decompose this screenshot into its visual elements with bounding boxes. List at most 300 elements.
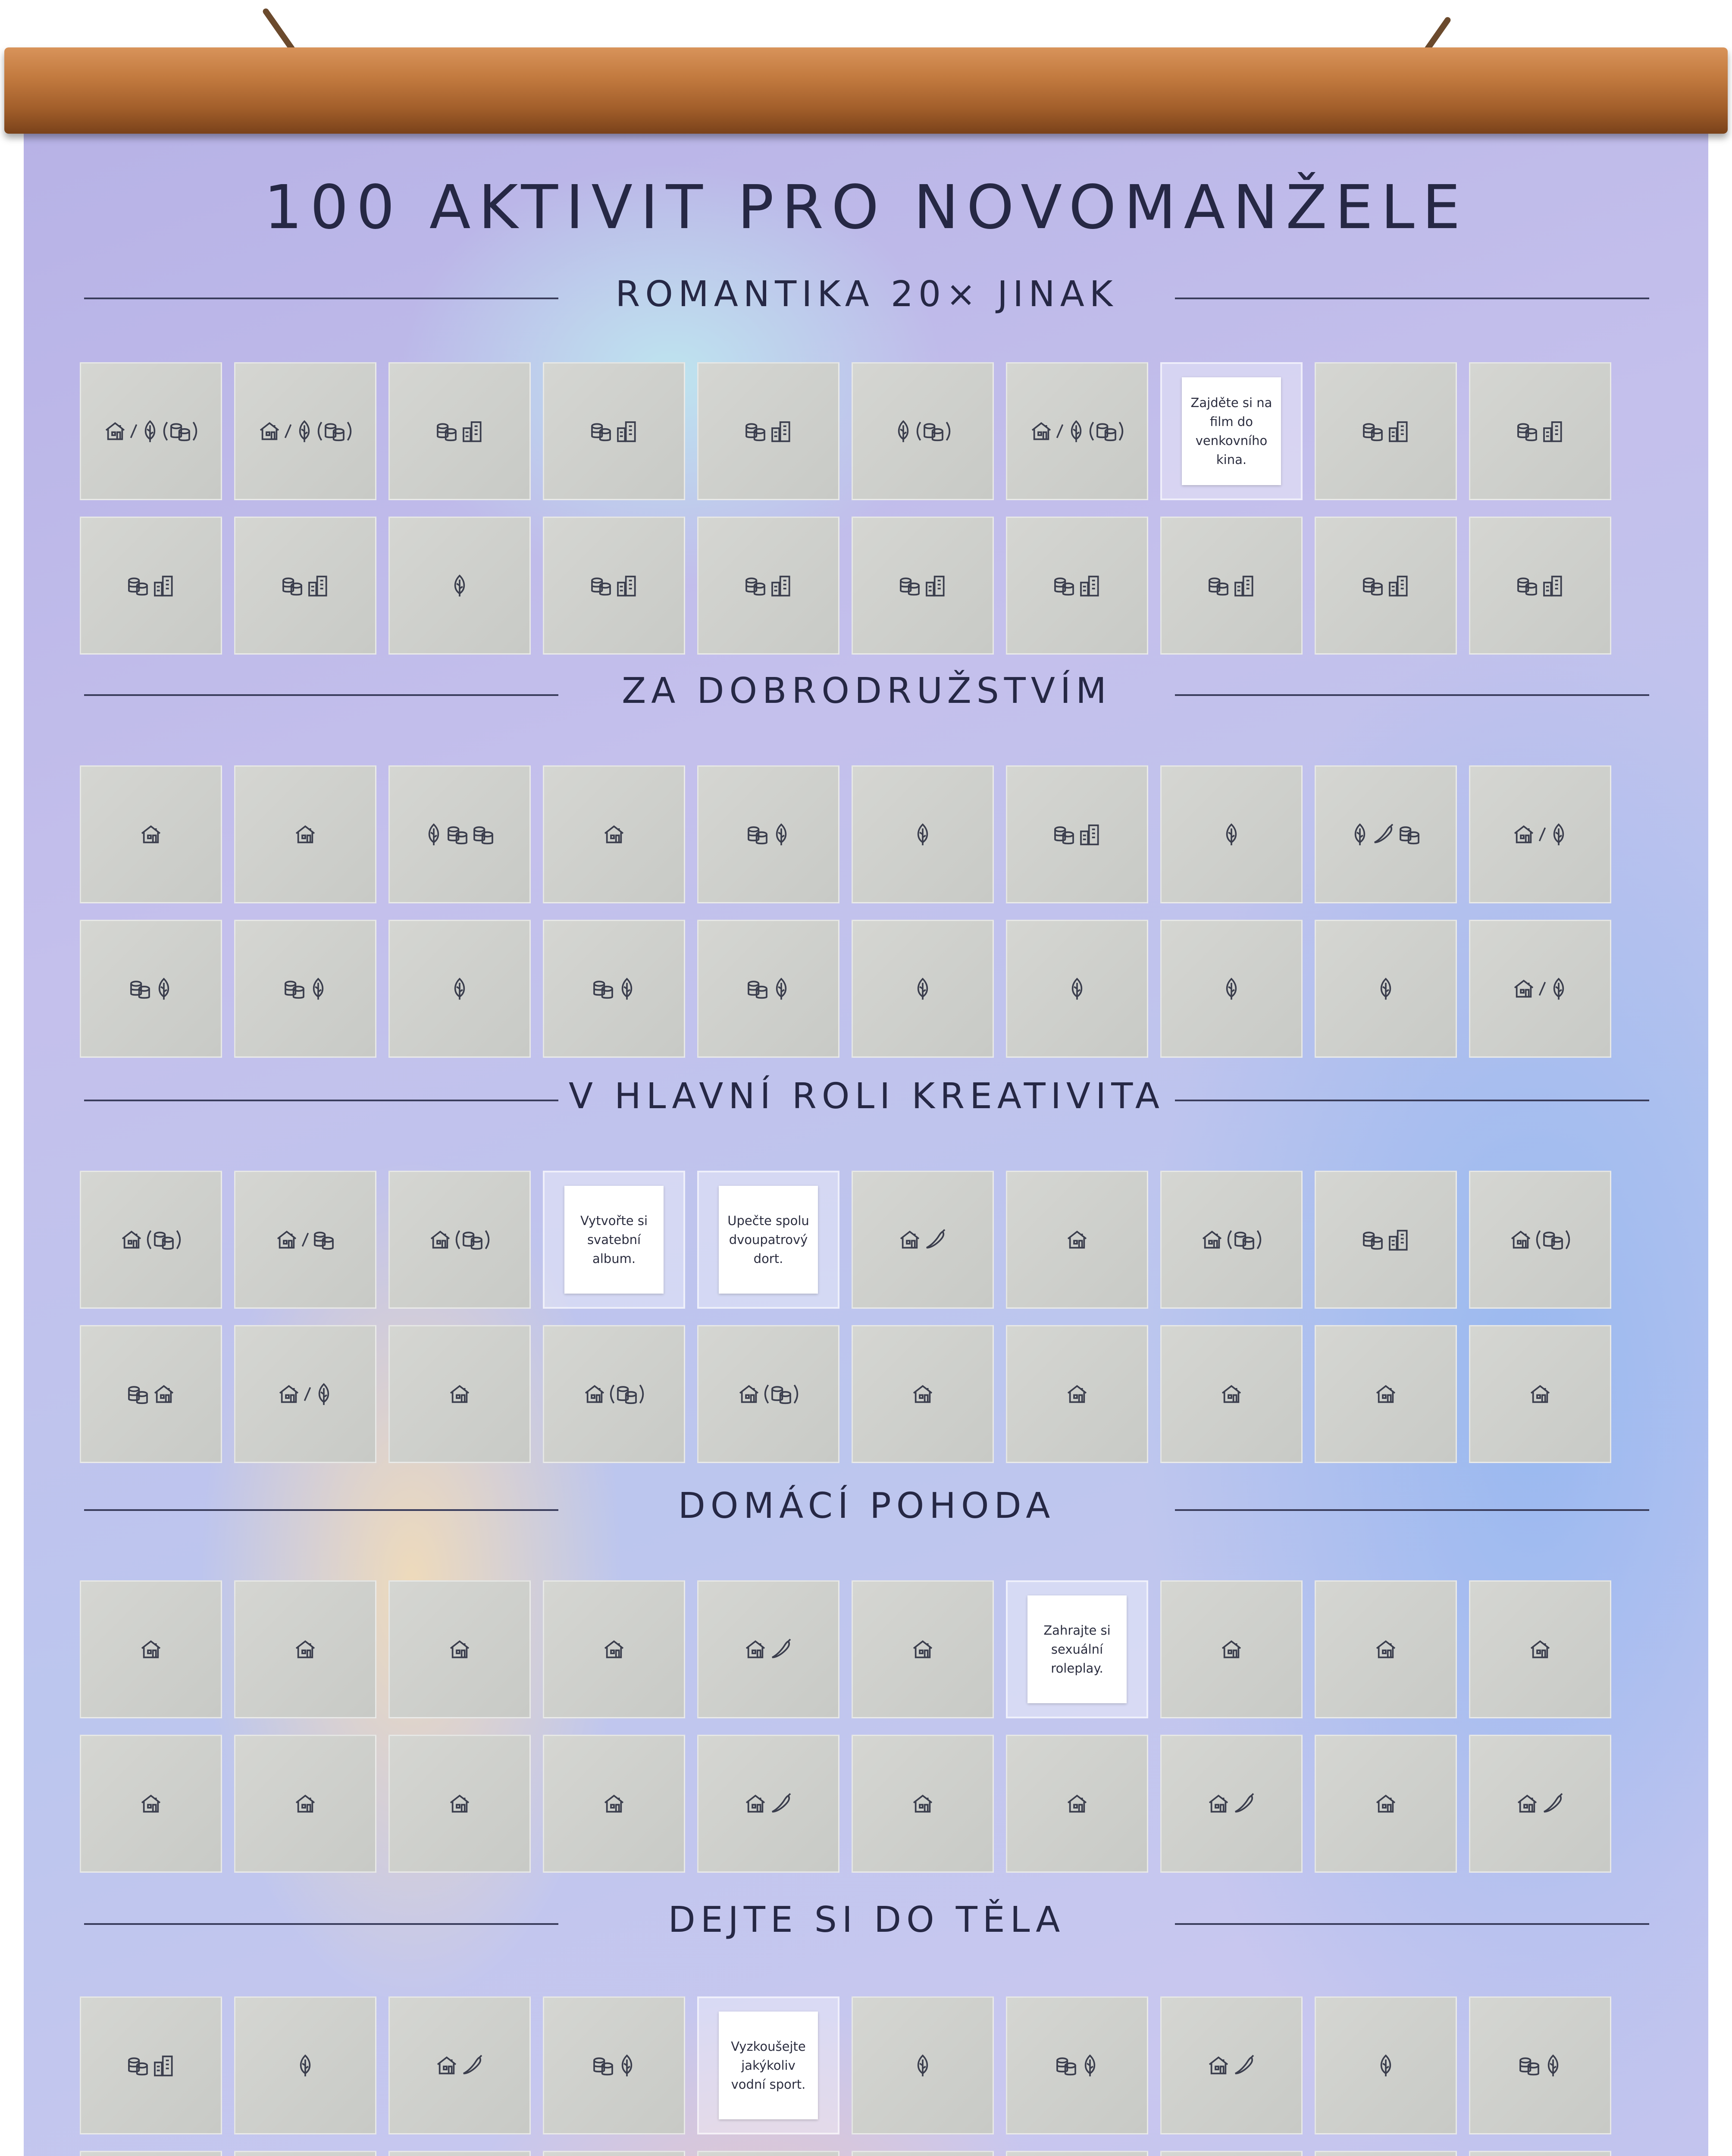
tile-icons: [1376, 977, 1396, 1001]
chili-icon: [769, 1637, 793, 1661]
paid-icon: [282, 977, 307, 1001]
home-icon: [1206, 1792, 1231, 1816]
tile-icons: [602, 1792, 626, 1816]
scratch-tile[interactable]: [543, 1735, 685, 1873]
paid-icon: [1361, 1228, 1385, 1252]
scratch-tile[interactable]: [543, 765, 685, 903]
scratch-tile[interactable]: [1006, 1996, 1148, 2134]
tile-icons: [1350, 822, 1422, 846]
scratch-tile[interactable]: [1006, 920, 1148, 1058]
paid-icon: [608, 1382, 645, 1406]
scratch-tile[interactable]: [1469, 765, 1611, 903]
city-icon: [460, 419, 485, 443]
revealed-activity-tile[interactable]: [697, 1996, 839, 2134]
divider: [1175, 1923, 1649, 1925]
paid-icon: [126, 573, 150, 598]
scratch-tile[interactable]: [543, 920, 685, 1058]
divider: [84, 1509, 558, 1511]
home-icon: [602, 1792, 626, 1816]
tile-icons: [1374, 1637, 1398, 1661]
scratch-tile[interactable]: [234, 1580, 376, 1718]
home-icon: [1029, 419, 1053, 443]
slash-icon: [283, 419, 293, 443]
scratch-tile[interactable]: [388, 362, 531, 500]
scratch-tile[interactable]: [697, 1325, 839, 1463]
tile-icons: [428, 1228, 491, 1252]
tile-icons: [1221, 822, 1241, 846]
scratch-tile[interactable]: [234, 517, 376, 655]
paid-icon: [312, 1228, 336, 1252]
scratch-tile[interactable]: [1469, 1171, 1611, 1309]
revealed-activity-tile[interactable]: [1006, 1580, 1148, 1718]
tile-icons: [602, 822, 626, 846]
scratch-tile[interactable]: [852, 1325, 994, 1463]
scratch-tile[interactable]: [852, 1580, 994, 1718]
scratch-tile[interactable]: [80, 920, 222, 1058]
chili-icon: [1232, 2053, 1256, 2078]
tile-icons: [448, 1792, 472, 1816]
scratch-tile[interactable]: [388, 1996, 531, 2134]
home-icon: [139, 822, 163, 846]
tile-icons: [1509, 1228, 1572, 1252]
scratch-tile[interactable]: [234, 362, 376, 500]
wooden-rod-top: [4, 47, 1728, 134]
scratch-tile[interactable]: [388, 517, 531, 655]
home-icon: [1374, 1382, 1398, 1406]
paid-icon: [743, 573, 767, 598]
paid-icon: [1517, 2053, 1541, 2078]
hanging-string-left: [262, 7, 296, 53]
scratch-tile[interactable]: [543, 2151, 685, 2156]
city-icon: [306, 573, 330, 598]
home-icon: [1515, 1792, 1539, 1816]
scratch-tile[interactable]: [234, 2151, 376, 2156]
scratch-tile[interactable]: [1160, 517, 1303, 655]
section-header: [84, 668, 1649, 720]
home-icon: [293, 1637, 317, 1661]
scratch-tile[interactable]: [543, 517, 685, 655]
tile-icons: [435, 2053, 485, 2078]
tile-icons: [435, 419, 485, 443]
home-icon: [139, 1792, 163, 1816]
tile-icons: [139, 822, 163, 846]
section-title: V HLAVNÍ ROLI KREATIVITA: [568, 1076, 1165, 1117]
scratch-tile[interactable]: [543, 1996, 685, 2134]
tile-icons: [1361, 1228, 1411, 1252]
scratch-tile[interactable]: [80, 1996, 222, 2134]
scratch-tile[interactable]: [852, 2151, 994, 2156]
activity-grid: [80, 1996, 1654, 2156]
tile-icons: [126, 1382, 176, 1406]
scratch-tile[interactable]: [1469, 1325, 1611, 1463]
paid-icon: [126, 1382, 150, 1406]
divider: [1175, 694, 1649, 696]
paid-icon: [1206, 573, 1231, 598]
leaf-icon: [314, 1382, 334, 1406]
scratch-tile[interactable]: [852, 362, 994, 500]
scratch-tile[interactable]: [80, 517, 222, 655]
home-icon: [448, 1792, 472, 1816]
home-icon: [435, 2053, 459, 2078]
home-icon: [1219, 1382, 1243, 1406]
scratch-tile[interactable]: [1315, 517, 1457, 655]
home-icon: [1374, 1792, 1398, 1816]
scratch-tile[interactable]: [1469, 1996, 1611, 2134]
tile-icons: [1065, 1792, 1089, 1816]
scratch-tile[interactable]: [1315, 1735, 1457, 1873]
tile-icons: [743, 573, 793, 598]
paid-icon: [1052, 822, 1076, 846]
leaf-icon: [1080, 2053, 1100, 2078]
scratch-tile[interactable]: [234, 1996, 376, 2134]
tile-icons: [602, 1637, 626, 1661]
tile-icons: [126, 2053, 176, 2078]
tile-icons: [293, 1792, 317, 1816]
paid-icon: [316, 419, 353, 443]
scratch-tile[interactable]: [80, 362, 222, 500]
tile-icons: [591, 977, 637, 1001]
tile-icons: [583, 1382, 645, 1406]
scratch-tile[interactable]: [1469, 920, 1611, 1058]
leaf-icon: [913, 977, 933, 1001]
tile-icons: [913, 2053, 933, 2078]
paid-icon: [589, 573, 613, 598]
tile-icons: [743, 1792, 793, 1816]
leaf-icon: [1066, 419, 1086, 443]
home-icon: [911, 1792, 935, 1816]
tile-icons: [898, 1228, 948, 1252]
paid-icon: [435, 419, 459, 443]
slash-icon: [1055, 419, 1065, 443]
leaf-icon: [450, 573, 470, 598]
home-icon: [139, 1637, 163, 1661]
paid-icon: [745, 822, 770, 846]
tile-icons: [103, 419, 199, 443]
paid-icon: [1054, 2053, 1078, 2078]
paid-icon: [915, 419, 952, 443]
home-icon: [743, 1637, 767, 1661]
scratch-tile[interactable]: [234, 1735, 376, 1873]
section-title: ZA DOBRODRUŽSTVÍM: [622, 671, 1112, 711]
home-icon: [152, 1382, 176, 1406]
tile-icons: [450, 977, 470, 1001]
scratch-tile[interactable]: [1315, 765, 1457, 903]
scratch-tile[interactable]: [388, 765, 531, 903]
paid-icon: [1088, 419, 1125, 443]
home-icon: [428, 1228, 452, 1252]
paid-icon: [145, 1228, 182, 1252]
tile-icons: [126, 573, 176, 598]
tile-icons: [1528, 1637, 1552, 1661]
paid-icon: [589, 419, 613, 443]
activity-card-text: Upečte spolu dvoupatrový dort.: [719, 1186, 818, 1294]
scratch-tile[interactable]: [1469, 2151, 1611, 2156]
scratch-tile[interactable]: [80, 1325, 222, 1463]
poster-title: 100 AKTIVIT PRO NOVOMANŽELE: [264, 172, 1468, 243]
activity-card-text: Vyzkoušejte jakýkoliv vodní sport.: [719, 2012, 818, 2119]
divider: [84, 298, 558, 299]
paid-icon: [126, 2053, 150, 2078]
scratch-tile[interactable]: [543, 1325, 685, 1463]
tile-icons: [745, 977, 791, 1001]
scratch-tile[interactable]: [1006, 2151, 1148, 2156]
tile-icons: [1052, 573, 1102, 598]
scratch-tile[interactable]: [543, 1580, 685, 1718]
home-icon: [1206, 2053, 1231, 2078]
section-header: [84, 1483, 1649, 1535]
home-icon: [1509, 1228, 1533, 1252]
tile-icons: [448, 1382, 472, 1406]
slash-icon: [301, 1228, 310, 1252]
scratch-tile[interactable]: [234, 920, 376, 1058]
home-icon: [448, 1382, 472, 1406]
scratch-tile[interactable]: [1160, 2151, 1303, 2156]
tile-icons: [1221, 977, 1241, 1001]
chili-icon: [460, 2053, 485, 2078]
scratch-tile[interactable]: [1160, 1325, 1303, 1463]
scratch-tile[interactable]: [388, 1325, 531, 1463]
home-icon: [103, 419, 127, 443]
tile-icons: [737, 1382, 800, 1406]
scratch-tile[interactable]: [234, 1171, 376, 1309]
city-icon: [1078, 573, 1102, 598]
scratch-tile[interactable]: [388, 1580, 531, 1718]
tile-icons: [1361, 419, 1411, 443]
scratch-tile[interactable]: [697, 2151, 839, 2156]
tile-icons: [1067, 977, 1087, 1001]
scratch-tile[interactable]: [1160, 1996, 1303, 2134]
chili-icon: [924, 1228, 948, 1252]
scratch-tile[interactable]: [1006, 1171, 1148, 1309]
scratch-tile[interactable]: [1006, 1325, 1148, 1463]
tile-icons: [911, 1792, 935, 1816]
paid-icon: [454, 1228, 491, 1252]
scratch-tile[interactable]: [234, 765, 376, 903]
leaf-icon: [1221, 977, 1241, 1001]
scratch-tile[interactable]: [1006, 517, 1148, 655]
paid-icon: [898, 573, 922, 598]
scratch-tile[interactable]: [1160, 1171, 1303, 1309]
leaf-icon: [617, 2053, 637, 2078]
revealed-activity-tile[interactable]: [543, 1171, 685, 1309]
leaf-icon: [1067, 977, 1087, 1001]
tile-icons: [591, 2053, 637, 2078]
leaf-icon: [1549, 822, 1569, 846]
tile-icons: [1528, 1382, 1552, 1406]
scratch-tile[interactable]: [852, 920, 994, 1058]
tile-icons: [1206, 1792, 1256, 1816]
tile-icons: [1512, 822, 1569, 846]
scratch-tile[interactable]: [1469, 1580, 1611, 1718]
home-icon: [911, 1637, 935, 1661]
activity-card-text: Zajděte si na film do venkovního kina.: [1182, 377, 1281, 485]
leaf-icon: [154, 977, 174, 1001]
scratch-tile[interactable]: [80, 1735, 222, 1873]
home-icon: [119, 1228, 144, 1252]
scratch-tile[interactable]: [852, 765, 994, 903]
paid-icon: [445, 822, 470, 846]
tile-icons: [1517, 2053, 1563, 2078]
chili-icon: [769, 1792, 793, 1816]
scratch-tile[interactable]: [388, 920, 531, 1058]
activity-card-text: Vytvořte si svatební album.: [564, 1186, 664, 1294]
tile-icons: [280, 573, 330, 598]
scratch-tile[interactable]: [1315, 1325, 1457, 1463]
scratch-tile[interactable]: [1315, 1996, 1457, 2134]
tile-icons: [1065, 1382, 1089, 1406]
city-icon: [769, 573, 793, 598]
tile-icons: [1374, 1382, 1398, 1406]
scratch-tile[interactable]: [1315, 1580, 1457, 1718]
leaf-icon: [1543, 2053, 1563, 2078]
scratch-tile[interactable]: [1469, 362, 1611, 500]
scratch-tile[interactable]: [852, 1171, 994, 1309]
tile-icons: [139, 1792, 163, 1816]
city-icon: [1232, 573, 1256, 598]
city-icon: [152, 2053, 176, 2078]
leaf-icon: [295, 2053, 315, 2078]
scratch-tile[interactable]: [1469, 1735, 1611, 1873]
scratch-tile[interactable]: [388, 1735, 531, 1873]
scratch-tile[interactable]: [543, 362, 685, 500]
scratch-tile[interactable]: [1315, 2151, 1457, 2156]
city-icon: [615, 419, 639, 443]
scratch-tile[interactable]: [80, 1580, 222, 1718]
home-icon: [1374, 1637, 1398, 1661]
revealed-activity-tile[interactable]: [1160, 362, 1303, 500]
divider: [1175, 1100, 1649, 1101]
home-icon: [602, 1637, 626, 1661]
scratch-tile[interactable]: [697, 1580, 839, 1718]
scratch-tile[interactable]: [1315, 920, 1457, 1058]
tile-icons: [1515, 419, 1565, 443]
home-icon: [1219, 1637, 1243, 1661]
tile-icons: [1200, 1228, 1263, 1252]
scratch-tile[interactable]: [852, 1996, 994, 2134]
tile-icons: [589, 419, 639, 443]
city-icon: [1078, 822, 1102, 846]
leaf-icon: [308, 977, 328, 1001]
scratch-tile[interactable]: [697, 1735, 839, 1873]
paid-icon: [763, 1382, 800, 1406]
home-icon: [1528, 1382, 1552, 1406]
tile-icons: [282, 977, 328, 1001]
tile-icons: [1065, 1228, 1089, 1252]
scratch-tile[interactable]: [80, 765, 222, 903]
home-icon: [1512, 977, 1536, 1001]
city-icon: [1387, 419, 1411, 443]
home-icon: [743, 1792, 767, 1816]
scratch-tile[interactable]: [697, 765, 839, 903]
city-icon: [1541, 419, 1565, 443]
section-title: DEJTE SI DO TĚLA: [668, 1899, 1065, 1940]
paid-icon: [745, 977, 770, 1001]
paid-icon: [1361, 573, 1385, 598]
scratch-tile[interactable]: [1160, 1580, 1303, 1718]
tile-icons: [448, 1637, 472, 1661]
divider: [1175, 298, 1649, 299]
section-header: [84, 272, 1649, 323]
scratch-tile[interactable]: [388, 2151, 531, 2156]
tile-icons: [898, 573, 948, 598]
tile-icons: [1219, 1382, 1243, 1406]
tile-icons: [293, 822, 317, 846]
activity-grid: [80, 1171, 1654, 1463]
chili-icon: [1372, 822, 1396, 846]
slash-icon: [129, 419, 138, 443]
paid-icon: [1535, 1228, 1572, 1252]
leaf-icon: [1376, 977, 1396, 1001]
scratch-tile[interactable]: [1006, 362, 1148, 500]
city-icon: [1387, 573, 1411, 598]
tile-icons: [1219, 1637, 1243, 1661]
tile-icons: [257, 419, 353, 443]
home-icon: [602, 822, 626, 846]
scratch-tile[interactable]: [852, 517, 994, 655]
revealed-activity-tile[interactable]: [697, 1171, 839, 1309]
scratch-tile[interactable]: [1315, 1171, 1457, 1309]
paid-icon: [591, 977, 615, 1001]
slash-icon: [303, 1382, 312, 1406]
chili-icon: [1232, 1792, 1256, 1816]
chili-icon: [1541, 1792, 1565, 1816]
tile-icons: [1515, 573, 1565, 598]
tile-icons: [275, 1228, 336, 1252]
paid-icon: [1397, 822, 1422, 846]
home-icon: [293, 822, 317, 846]
leaf-icon: [617, 977, 637, 1001]
section-title: DOMÁCÍ POHODA: [678, 1485, 1055, 1526]
tile-icons: [893, 419, 952, 443]
city-icon: [152, 573, 176, 598]
scratch-tile[interactable]: [80, 1171, 222, 1309]
tile-icons: [119, 1228, 182, 1252]
slash-icon: [1538, 977, 1547, 1001]
home-icon: [911, 1382, 935, 1406]
paid-icon: [1515, 419, 1539, 443]
scratch-tile[interactable]: [1160, 920, 1303, 1058]
scratch-tile[interactable]: [852, 1735, 994, 1873]
scratch-tile[interactable]: [1160, 765, 1303, 903]
paid-icon: [162, 419, 199, 443]
paid-icon: [743, 419, 767, 443]
tile-icons: [1361, 573, 1411, 598]
scratch-tile[interactable]: [234, 1325, 376, 1463]
home-icon: [1512, 822, 1536, 846]
home-icon: [1528, 1637, 1552, 1661]
leaf-icon: [450, 977, 470, 1001]
scratch-tile[interactable]: [1006, 1735, 1148, 1873]
paid-icon: [1361, 419, 1385, 443]
paid-icon: [1052, 573, 1076, 598]
section-header: [84, 1074, 1649, 1125]
scratch-tile[interactable]: [388, 1171, 531, 1309]
scratch-tile[interactable]: [697, 517, 839, 655]
scratch-tile[interactable]: [697, 362, 839, 500]
paid-icon: [1226, 1228, 1263, 1252]
leaf-icon: [913, 2053, 933, 2078]
scratch-tile[interactable]: [697, 920, 839, 1058]
tile-icons: [743, 1637, 793, 1661]
poster: [24, 116, 1708, 2156]
tile-icons: [139, 1637, 163, 1661]
scratch-tile[interactable]: [1315, 362, 1457, 500]
divider: [84, 694, 558, 696]
scratch-tile[interactable]: [1006, 765, 1148, 903]
scratch-tile[interactable]: [1160, 1735, 1303, 1873]
scratch-tile[interactable]: [1469, 517, 1611, 655]
scratch-tile[interactable]: [80, 2151, 222, 2156]
